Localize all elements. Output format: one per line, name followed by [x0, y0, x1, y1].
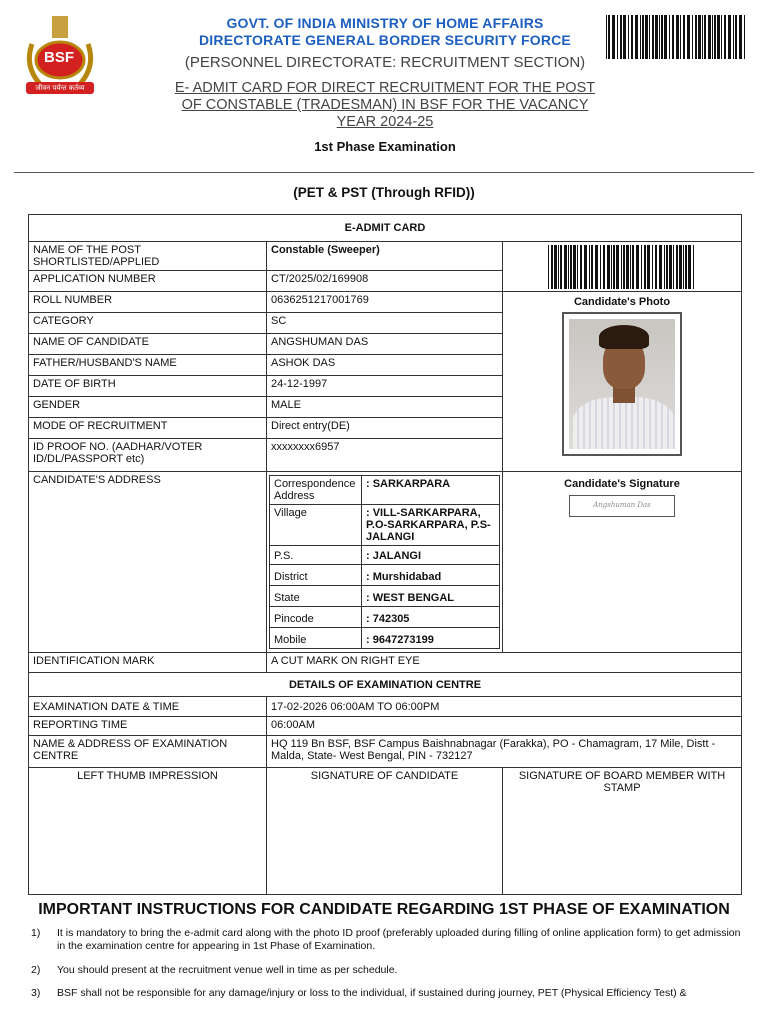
barcode-bar [673, 245, 674, 289]
barcode-bar [698, 15, 701, 59]
address-table [269, 475, 500, 649]
instruction-item [31, 927, 743, 953]
barcode-bar [685, 245, 687, 289]
reporting-time-label: REPORTING TIME [29, 717, 267, 736]
barcode-bar [692, 15, 693, 59]
field-value-category: SC [267, 313, 503, 334]
field-label: MODE OF RECRUITMENT [29, 418, 267, 439]
header-title-1: E- ADMIT CARD FOR DIRECT RECRUITMENT FOR THE POST [174, 80, 596, 96]
address-value: : VILL-SARKARPARA, P.O-SARKARPARA, P.S-JALANGI [362, 505, 500, 546]
candidate-photo-cell [503, 292, 742, 472]
barcode-bar [735, 15, 737, 59]
barcode-bar [739, 15, 742, 59]
barcode-bar [688, 245, 691, 289]
barcode-bar [717, 15, 720, 59]
header-directorate: DIRECTORATE GENERAL BORDER SECURITY FORCE [199, 32, 571, 48]
header-barcode [606, 15, 747, 59]
barcode-bar [636, 245, 639, 289]
barcode-bar [724, 15, 726, 59]
candidate-photo [562, 312, 682, 456]
barcode-bar [631, 15, 633, 59]
barcode-bar [628, 15, 629, 59]
signature-cell [503, 472, 742, 653]
barcode-bar [616, 245, 619, 289]
barcode-bar [676, 15, 679, 59]
barcode-bar [679, 245, 682, 289]
candidate-signature-box: SIGNATURE OF CANDIDATE [267, 768, 503, 895]
field-value-dob: 24-12-1997 [267, 376, 503, 397]
phase-label: 1st Phase Examination [314, 139, 456, 154]
address-value: : Murshidabad [362, 565, 500, 586]
logo-text: BSF [44, 49, 74, 66]
address-value: : SARKARPARA [362, 476, 500, 505]
barcode-bar [626, 245, 629, 289]
field-label: NAME OF THE POST SHORTLISTED/APPLIED [29, 242, 267, 271]
barcode-bar [728, 15, 731, 59]
barcode-bar [612, 15, 615, 59]
address-value: : 9647273199 [362, 628, 500, 649]
barcode-bar [623, 15, 626, 59]
barcode-bar [589, 245, 590, 289]
field-value-recruitment-mode: Direct entry(DE) [267, 418, 503, 439]
barcode-bar [695, 15, 697, 59]
signature-label: Candidate's Signature [564, 478, 680, 490]
exam-subtitle: (PET & PST (Through RFID)) [293, 185, 475, 200]
instruction-item [31, 987, 743, 1000]
logo-motto: जीवन पर्यन्त कर्तव्य [35, 84, 85, 92]
header-title-2: OF CONSTABLE (TRADESMAN) IN BSF FOR THE VACANCY [181, 97, 589, 113]
barcode-bar [649, 15, 650, 59]
barcode-bar [652, 15, 654, 59]
barcode-bar [617, 15, 618, 59]
barcode-bar [635, 15, 638, 59]
address-value: : WEST BENGAL [362, 586, 500, 607]
card-barcode [548, 245, 696, 289]
barcode-bar [630, 245, 631, 289]
header-section: (PERSONNEL DIRECTORATE: RECRUITMENT SECTION) [184, 54, 586, 71]
barcode-bar [595, 245, 598, 289]
barcode-bar [659, 15, 660, 59]
barcode-bar [669, 15, 670, 59]
address-label: CANDIDATE'S ADDRESS [29, 472, 267, 653]
barcode-bar [640, 15, 641, 59]
address-key: State [270, 586, 362, 607]
field-value-post: Constable (Sweeper) [267, 242, 503, 271]
field-label: APPLICATION NUMBER [29, 271, 267, 292]
bsf-logo [18, 14, 102, 98]
barcode-bar [600, 245, 601, 289]
barcode-bar [623, 245, 625, 289]
barcode-bar [608, 15, 610, 59]
field-label: ROLL NUMBER [29, 292, 267, 313]
barcode-bar [560, 245, 562, 289]
field-value-roll-number: 0636251217001769 [267, 292, 503, 313]
instruction-text: It is mandatory to bring the e-admit card along with the photo ID proof (preferably uploaded during filling of online application form) to get admission in the examination centre for appearing in 1st Phase of Examination. [57, 927, 741, 952]
address-value: : 742305 [362, 607, 500, 628]
field-label: NAME OF CANDIDATE [29, 334, 267, 355]
field-value-father-name: ASHOK DAS [267, 355, 503, 376]
field-label: ID PROOF NO. (AADHAR/VOTER ID/DL/PASSPORT etc) [29, 439, 267, 472]
barcode-bar [551, 245, 553, 289]
barcode-bar [564, 245, 567, 289]
address-key: District [270, 565, 362, 586]
barcode-bar [669, 245, 672, 289]
identification-label: IDENTIFICATION MARK [29, 653, 267, 673]
barcode-bar [573, 245, 576, 289]
address-value: : JALANGI [362, 546, 500, 565]
barcode-bar [644, 245, 646, 289]
barcode-bar [687, 15, 690, 59]
header-divider [14, 172, 754, 173]
candidate-signature: Angshuman Das [569, 495, 675, 517]
barcode-bar [683, 245, 684, 289]
barcode-bar [733, 15, 734, 59]
address-key: Mobile [270, 628, 362, 649]
address-key: Correspondence Address [270, 476, 362, 505]
exam-centre-label: NAME & ADDRESS OF EXAMINATION CENTRE [29, 736, 267, 768]
barcode-bar [664, 15, 667, 59]
barcode-bar [558, 245, 559, 289]
barcode-bar [672, 15, 674, 59]
field-value-candidate-name: ANGSHUMAN DAS [267, 334, 503, 355]
address-key: P.S. [270, 546, 362, 565]
barcode-bar [613, 245, 615, 289]
header-ministry: GOVT. OF INDIA MINISTRY OF HOME AFFAIRS [226, 15, 544, 31]
barcode-bar [570, 245, 572, 289]
reporting-time-value: 06:00AM [267, 717, 742, 736]
field-label: GENDER [29, 397, 267, 418]
field-label: CATEGORY [29, 313, 267, 334]
exam-date-label: EXAMINATION DATE & TIME [29, 697, 267, 717]
field-value-gender: MALE [267, 397, 503, 418]
field-label: DATE OF BIRTH [29, 376, 267, 397]
barcode-bar [632, 245, 634, 289]
barcode-bar [704, 15, 706, 59]
barcode-bar [664, 245, 665, 289]
instructions-title: IMPORTANT INSTRUCTIONS FOR CANDIDATE REGARDING 1ST PHASE OF EXAMINATION [38, 901, 730, 918]
barcode-bar [712, 15, 713, 59]
exam-centre-value: HQ 119 Bn BSF, BSF Campus Baishnabnagar (Farakka), PO - Chamagram, 17 Mile, Distt - Malda, State- West Bengal, PIN - 732127 [267, 736, 742, 768]
instruction-item [31, 964, 743, 977]
barcode-bar [661, 15, 663, 59]
address-key: Village [270, 505, 362, 546]
photo-label: Candidate's Photo [573, 296, 671, 308]
card-barcode-cell [503, 242, 742, 292]
exam-date-value: 17-02-2026 06:00AM TO 06:00PM [267, 697, 742, 717]
barcode-bar [607, 245, 610, 289]
barcode-bar [655, 245, 657, 289]
barcode-bar [568, 245, 569, 289]
barcode-bar [708, 15, 711, 59]
field-value-application-number: CT/2025/02/169908 [267, 271, 503, 292]
instruction-number: 1) [31, 927, 41, 939]
barcode-bar [666, 245, 668, 289]
exam-centre-heading: DETAILS OF EXAMINATION CENTRE [29, 673, 742, 697]
thumb-impression-box: LEFT THUMB IMPRESSION [29, 768, 267, 895]
barcode-bar [645, 15, 648, 59]
field-value-id-proof: xxxxxxxx6957 [267, 439, 503, 472]
barcode-bar [577, 245, 578, 289]
barcode-bar [683, 15, 685, 59]
barcode-bar [655, 15, 658, 59]
barcode-bar [642, 15, 644, 59]
barcode-bar [693, 245, 694, 289]
barcode-bar [676, 245, 678, 289]
barcode-bar [603, 245, 605, 289]
identification-value: A CUT MARK ON RIGHT EYE [267, 653, 742, 673]
board-member-signature-box: SIGNATURE OF BOARD MEMBER WITH STAMP [503, 768, 742, 895]
barcode-bar [606, 15, 607, 59]
barcode-bar [621, 245, 622, 289]
instruction-text: You should present at the recruitment venue well in time as per schedule. [57, 964, 398, 976]
barcode-bar [611, 245, 612, 289]
barcode-bar [580, 245, 582, 289]
barcode-bar [680, 15, 681, 59]
instruction-text: BSF shall not be responsible for any damage/injury or loss to the individual, if sustained during journey, PET (Physical Efficiency Test) & [57, 987, 687, 999]
address-key: Pincode [270, 607, 362, 628]
barcode-bar [591, 245, 593, 289]
barcode-bar [652, 245, 653, 289]
barcode-bar [702, 15, 703, 59]
barcode-bar [659, 245, 662, 289]
barcode-bar [714, 15, 716, 59]
admit-card-heading: E-ADMIT CARD [29, 215, 742, 242]
instruction-number: 3) [31, 987, 41, 999]
address-cell [267, 472, 503, 653]
barcode-bar [620, 15, 622, 59]
barcode-bar [647, 245, 650, 289]
barcode-bar [641, 245, 642, 289]
barcode-bar [554, 245, 557, 289]
barcode-bar [721, 15, 722, 59]
field-label: FATHER/HUSBAND'S NAME [29, 355, 267, 376]
barcode-bar [548, 245, 549, 289]
header-title-3: YEAR 2024-25 [336, 114, 434, 130]
admit-card-table [28, 214, 742, 895]
barcode-bar [744, 15, 745, 59]
instruction-number: 2) [31, 964, 41, 976]
barcode-bar [584, 245, 587, 289]
